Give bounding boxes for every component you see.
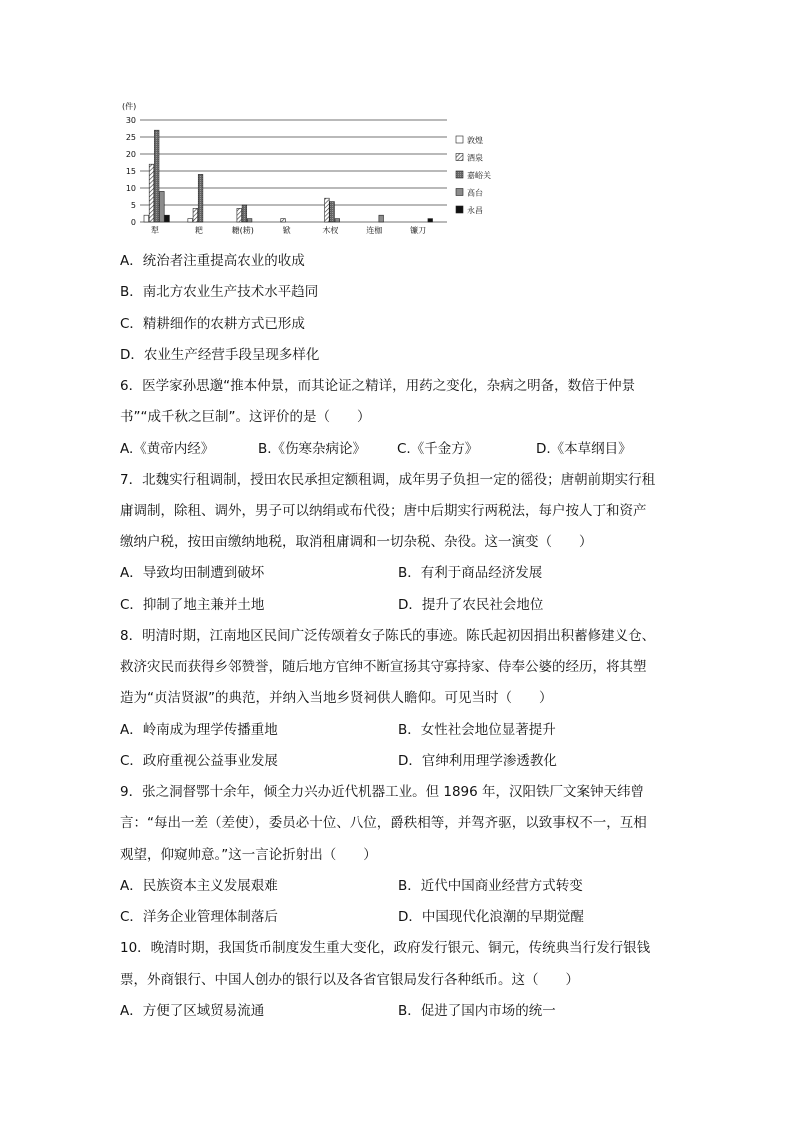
bar	[149, 164, 154, 222]
q9-option-c: C．洋务企业管理体制落后	[120, 909, 278, 925]
legend-label: 永昌	[467, 206, 483, 215]
bar	[198, 174, 203, 222]
q10-stem-line1: 10．晚清时期，我国货币制度发生重大变化，政府发行银元、铜元，传统典当行发行银钱	[120, 940, 651, 956]
q8-stem-line3: 造为“贞洁贤淑”的典范，并纳入当地乡贤祠供人瞻仰。可见当时（ ）	[120, 690, 553, 706]
q9-option-d: D．中国现代化浪潮的早期觉醒	[398, 909, 584, 925]
q8-option-d: D．官绅利用理学渗透教化	[398, 753, 557, 769]
x-tick-label: 耱(耢)	[231, 226, 254, 235]
x-tick-label: 连枷	[366, 226, 383, 235]
q10-option-b: B．促进了国内市场的统一	[398, 1003, 556, 1019]
q5-option-a: A．统治者注重提高农业的收成	[120, 253, 305, 269]
q6-option-c: C.《千金方》	[397, 441, 479, 457]
bar	[330, 202, 335, 222]
bar	[154, 130, 159, 222]
q8-stem-line1: 8．明清时期，江南地区民间广泛传颂着女子陈氏的事迹。陈氏起初因捐出积蓄修建义仓、	[120, 628, 656, 644]
q5-option-c: C．精耕细作的农耕方式已形成	[120, 316, 305, 332]
q9-option-b: B．近代中国商业经营方式转变	[398, 878, 583, 894]
bar	[188, 219, 193, 222]
q7-option-a: A．导致均田制遭到破坏	[120, 565, 265, 581]
q9-stem-line3: 观望，仰窥帅意。”这一言论折射出（ ）	[120, 847, 377, 863]
q6-stem-line1: 6．医学家孙思邈“推本仲景，而其论证之精详，用药之变化，杂病之明备，数倍于仲景	[120, 378, 636, 394]
q7-option-b: B．有利于商品经济发展	[398, 565, 543, 581]
legend-label: 酒泉	[467, 153, 483, 163]
q7-option-c: C．抑制了地主兼并土地	[120, 597, 265, 613]
bar	[247, 219, 252, 222]
bar	[242, 205, 247, 222]
bar	[281, 219, 286, 222]
y-axis-label: (件)	[122, 102, 137, 111]
q9-stem-line2: 言：“每出一差（差使），委员必十位、八位，爵秩相等，并驾齐驱，以致事权不一，互相	[120, 815, 647, 831]
legend-label: 嘉峪关	[467, 171, 491, 180]
legend-swatch	[456, 154, 463, 161]
y-tick-label: 20	[125, 150, 136, 159]
y-tick-label: 5	[130, 201, 136, 210]
farm-tools-bar-chart	[112, 98, 512, 238]
legend-swatch	[456, 171, 463, 178]
legend-swatch	[456, 189, 463, 196]
q9-option-a: A．民族资本主义发展艰难	[120, 878, 278, 894]
y-tick-label: 30	[125, 116, 136, 125]
bar	[237, 208, 242, 222]
q8-option-c: C．政府重视公益事业发展	[120, 753, 278, 769]
q6-stem-line2: 书”“成千秋之巨制”。这评价的是（ ）	[120, 409, 371, 425]
q5-option-b: B．南北方农业生产技术水平趋同	[120, 284, 319, 300]
y-tick-label: 10	[125, 184, 136, 193]
y-tick-label: 15	[125, 167, 136, 176]
q9-stem-line1: 9．张之洞督鄂十余年，倾全力兴办近代机器工业。但 1896 年，汉阳铁厂文案钟天纬曾	[120, 784, 645, 800]
x-tick-label: 犁	[151, 226, 159, 235]
bar	[379, 215, 384, 222]
bar	[335, 219, 340, 222]
x-tick-label: 锨	[282, 226, 291, 235]
x-tick-label: 耙	[194, 226, 203, 235]
q7-stem-line1: 7．北魏实行租调制，授田农民承担定额租调，成年男子负担一定的徭役；唐朝前期实行租	[120, 472, 656, 488]
q6-option-a: A.《黄帝内经》	[120, 441, 215, 457]
bar	[325, 198, 330, 222]
legend-swatch	[456, 136, 463, 143]
bar	[144, 215, 149, 222]
q10-option-a: A．方便了区域贸易流通	[120, 1003, 265, 1019]
x-tick-label: 镰刀	[410, 226, 427, 235]
chart-svg	[112, 98, 512, 238]
legend-label: 敦煌	[467, 136, 483, 145]
q8-stem-line2: 救济灾民而获得乡邻赞誉，随后地方官绅不断宣扬其守寡持家、侍奉公婆的经历，将其塑	[120, 659, 647, 675]
bar	[428, 219, 433, 222]
q6-option-b: B.《伤寒杂病论》	[258, 441, 367, 457]
q7-stem-line3: 缴纳户税，按田亩缴纳地税，取消租庸调和一切杂税、杂役。这一演变（ ）	[120, 534, 593, 550]
q6-options	[120, 437, 632, 457]
q6-option-d: D.《本草纲目》	[536, 441, 632, 457]
bar	[165, 215, 170, 222]
legend-label: 高台	[467, 188, 483, 198]
q10-stem-line2: 票，外商银行、中国人创办的银行以及各省官银局发行各种纸币。这（ ）	[120, 972, 579, 988]
bar	[160, 191, 165, 222]
q7-option-d: D．提升了农民社会地位	[398, 597, 544, 613]
y-tick-label: 0	[130, 218, 136, 227]
q8-option-a: A．岭南成为理学传播重地	[120, 722, 278, 738]
legend-swatch	[456, 206, 463, 213]
q5-option-d: D．农业生产经营手段呈现多样化	[120, 347, 320, 363]
q8-option-b: B．女性社会地位显著提升	[398, 722, 556, 738]
y-tick-label: 25	[125, 133, 136, 142]
bar	[193, 208, 198, 222]
q7-stem-line2: 庸调制，除租、调外，男子可以纳绢或布代役；唐中后期实行两税法，每户按人丁和资产	[120, 503, 647, 519]
x-tick-label: 木杈	[322, 226, 339, 235]
